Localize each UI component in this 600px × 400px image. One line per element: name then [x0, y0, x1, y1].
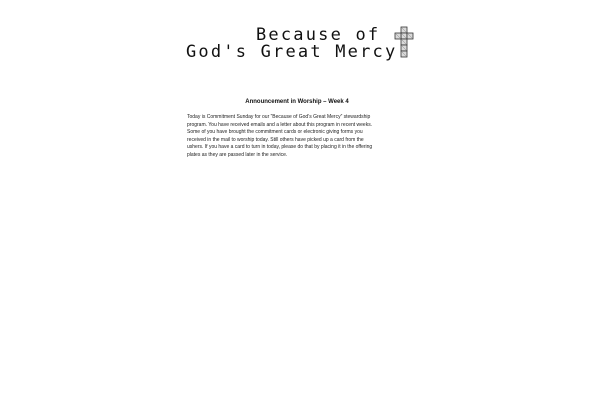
program-title-line-1: Because of: [256, 25, 381, 45]
announcement-heading: Announcement in Worship – Week 4: [245, 99, 349, 105]
program-title-line-2: God's Great Mercy: [186, 42, 398, 62]
body-line: Today is Commitment Sunday for our “Because of God’s Great Mercy” stewardship: [187, 114, 371, 120]
announcement-body: [187, 114, 409, 159]
body-line: plates as they are passed later in the service.: [187, 151, 288, 158]
body-line: program. You have received emails and a letter about this program in recent weeks.: [187, 121, 373, 128]
body-line: Some of you have brought the commitment cards or electronic giving forms you: [187, 129, 363, 135]
body-line: received in the mail to worship today. Still others have picked up a card from the: [187, 136, 364, 143]
program-header: [186, 24, 418, 68]
cross-icon: [394, 26, 414, 60]
body-line: ushers. If you have a card to turn in today, please do that by placing it in the offering: [187, 144, 373, 150]
